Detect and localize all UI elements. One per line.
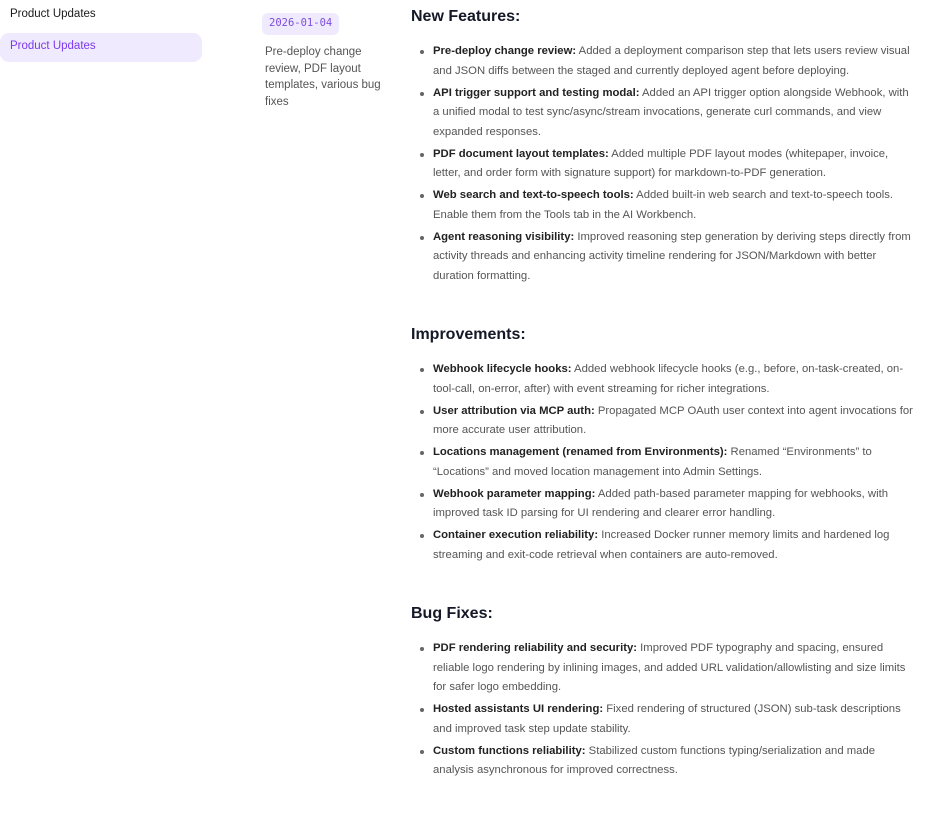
- list-item: [411, 145, 916, 184]
- item-text: Stabilized custom functions typing/serialization and made analysis asynchronous for improved correctness.: [433, 744, 876, 776]
- item-text: Added an API trigger option alongside Webhook, with a unified modal to test sync/async/stream invocations, generate curl commands, and view expanded responses.: [433, 86, 909, 138]
- list-item: [411, 402, 916, 441]
- list-item: [411, 443, 916, 482]
- item-text: Propagated MCP OAuth user context into agent invocations for more accurate user attribution.: [433, 404, 913, 436]
- section-list: [411, 639, 916, 781]
- list-item: [411, 360, 916, 399]
- date-badge: 2026-01-04: [262, 13, 339, 35]
- item-text: Added webhook lifecycle hooks (e.g., before, on-task-created, on-tool-call, on-error, after) with event streaming for richer integrations.: [433, 363, 904, 395]
- section-list: [411, 42, 916, 286]
- item-text: Added built-in web search and text-to-speech tools. Enable them from the Tools tab in the AI Workbench.: [433, 189, 894, 221]
- item-title: Hosted assistants UI rendering:: [433, 703, 604, 715]
- item-text: Fixed rendering of structured (JSON) sub-task descriptions and improved task step update stability.: [433, 703, 901, 735]
- item-title: Locations management (renamed from Environments):: [433, 446, 728, 458]
- entry-summary: Pre-deploy change review, PDF layout templates, various bug fixes: [265, 46, 381, 108]
- list-item: [411, 742, 916, 781]
- list-item: [411, 228, 916, 287]
- item-title: API trigger support and testing modal:: [433, 86, 640, 99]
- section-heading: New Features:: [411, 8, 521, 25]
- item-text: Improved PDF typography and spacing, ensured reliable logo rendering by inlining images, and added URL validation/allowlisting and size limits for safer logo embedding.: [433, 642, 906, 693]
- item-text: Added a deployment comparison step that lets users review visual and JSON diffs between the staged and currently deployed agent before deploying.: [433, 45, 910, 77]
- item-title: Container execution reliability:: [433, 529, 599, 541]
- item-title: User attribution via MCP auth:: [433, 404, 595, 417]
- item-text: Added multiple PDF layout modes (whitepaper, invoice, letter, and order form with signature support) for markdown-to-PDF generation.: [433, 147, 889, 179]
- sidebar-title: Product Updates: [10, 8, 96, 20]
- sidebar-item-product-updates[interactable]: Product Updates: [0, 33, 202, 62]
- section-heading: Bug Fixes:: [411, 605, 493, 622]
- item-title: Webhook lifecycle hooks:: [433, 363, 572, 375]
- item-title: PDF document layout templates:: [433, 147, 609, 160]
- item-title: PDF rendering reliability and security:: [433, 642, 638, 654]
- item-title: Custom functions reliability:: [433, 744, 586, 757]
- item-title: Pre-deploy change review:: [433, 45, 577, 57]
- item-title: Webhook parameter mapping:: [433, 487, 596, 500]
- list-item: [411, 485, 916, 524]
- list-item: [411, 639, 916, 698]
- list-item: [411, 186, 916, 225]
- item-text: Added path-based parameter mapping for webhooks, with improved task ID parsing for UI rendering and clearer error handling.: [433, 487, 889, 519]
- section-heading: Improvements:: [411, 326, 526, 343]
- item-title: Agent reasoning visibility:: [433, 230, 575, 243]
- list-item: [411, 700, 916, 739]
- item-text: Improved reasoning step generation by deriving steps directly from activity threads and enhancing activity timeline rendering for JSON/Markdown with better duration formatting.: [433, 230, 911, 282]
- list-item: [411, 84, 916, 143]
- item-title: Web search and text-to-speech tools:: [433, 189, 634, 201]
- section-list: [411, 360, 916, 565]
- release-notes: [411, 8, 916, 821]
- list-item: [411, 42, 916, 81]
- item-text: Renamed “Environments” to “Locations” and moved location management into Admin Settings.: [433, 446, 872, 478]
- item-text: Increased Docker runner memory limits and hardened log streaming and exit-code retrieval when containers are auto-removed.: [433, 529, 890, 561]
- list-item: [411, 526, 916, 565]
